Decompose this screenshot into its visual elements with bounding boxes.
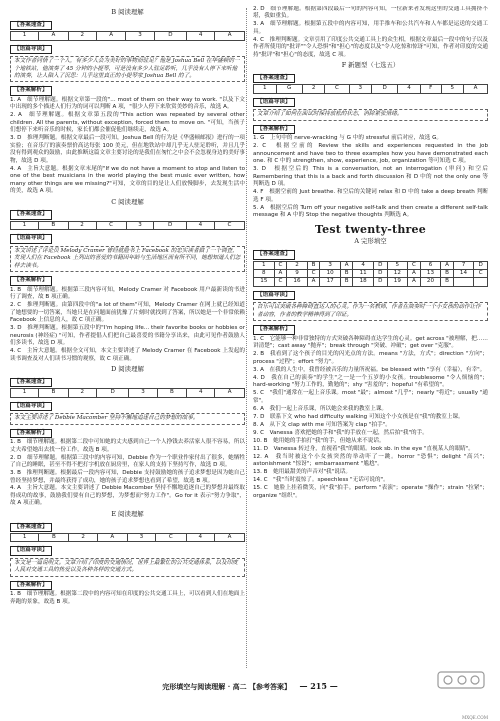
answer-cell: C <box>96 221 126 229</box>
section-e-detail-label: 【答案解析】 <box>10 581 52 590</box>
answer-cell: B <box>340 270 352 278</box>
answer-cell: 1 <box>254 261 275 269</box>
section-c-answer-table <box>10 221 245 230</box>
explanation-paragraph: 4. D 我在自己的演奏"的学生"之一是一个五岁的小女孩。troublesome "令人烦恼的"；hard-working "努力工作的，勤勉的"；shy "害羞的"；hopeful "有希望的"。 <box>253 374 488 389</box>
answer-cell: 1 <box>11 389 39 397</box>
column-divider <box>246 8 247 668</box>
answer-cell: A <box>340 261 352 269</box>
explanation-paragraph: 2. A 细节理解题。根据文章第五段的"This action was repeated by several other children. All the parents, without exception, forced them to move on. "可知，当孩子们想停下来听音乐的时候，家长们都会催促他们继续走，故选 A。 <box>10 112 245 134</box>
answer-cell: 1 <box>254 85 277 93</box>
answer-cell: 9 <box>287 270 308 278</box>
section-f-guide-label: 【语篇导读】 <box>253 98 295 107</box>
section-c-detail-label: 【答案解析】 <box>10 276 52 285</box>
answer-cell: A <box>408 270 420 278</box>
left-column <box>10 6 245 670</box>
explanation-paragraph: 1. B 细节理解题。根据第三段内容可知，Melody Cramer 对 Facebook 用户最新读的书进行了调查，故 B 项正确。 <box>10 286 245 301</box>
answer-cell: B <box>340 278 352 286</box>
section-c-answer-label: 【答案速查】 <box>10 210 52 219</box>
answer-cell: 2 <box>287 261 308 269</box>
explanation-paragraph: 2. C 根据空前的 Review the skills and experiences requested in the job announcement and have two to three examples how you have demonstrated each one. 和 C 中的 strengthen, show, experience, job, organization 等可知选 C 项。 <box>253 143 488 165</box>
section-f-answer-label: 【答案速查】 <box>253 74 295 83</box>
answer-cell: 11 <box>353 270 374 278</box>
answer-cell: 13 <box>420 270 441 278</box>
explanation-paragraph: 9. C Vanessa 喜欢把她的手和"我"的手放在一起，然后拍"我"的手。 <box>253 429 428 436</box>
answer-cell: A <box>441 261 453 269</box>
explanation-paragraph: 3. A 在我的人生中，我曾经被音乐的力量所祝福。be blessed with "享有（幸福），有幸"。 <box>253 366 486 373</box>
explanation-paragraph: 3. B 推理判断题。根据最后一段内容可知，Debbie 支持鼓励她的孩子追求梦想是因为她自己曾经坚持梦想，并最终获得了成功，她的孩子追求梦想也看到了希望，故选 B 项。 <box>10 470 245 484</box>
section-d-title: D 阅读理解 <box>111 365 144 374</box>
section-e-title: E 阅读理解 <box>111 509 144 518</box>
test-title: Test twenty-three <box>315 222 426 236</box>
section-b-title: B 阅读理解 <box>111 8 144 16</box>
answer-cell: 5 <box>387 261 408 269</box>
section-a-answer-table <box>253 261 488 287</box>
answer-cell: 12 <box>387 270 408 278</box>
answer-cell: D <box>154 221 187 229</box>
answer-cell: D <box>96 389 129 397</box>
answer-cell: 2 <box>68 221 96 229</box>
section-a-title: A 完形填空 <box>354 237 387 246</box>
answer-cell: 14 <box>453 270 474 278</box>
section-f-title: F 新题型（七选五） <box>341 61 400 70</box>
answer-cell: 4 <box>187 32 215 40</box>
section-a-detail-label: 【答案解析】 <box>253 325 295 334</box>
answer-cell: 7 <box>453 261 474 269</box>
answer-cell: A <box>214 534 244 542</box>
answer-cell: 3 <box>129 389 157 397</box>
section-e-intro: 本文是一篇说明文。文章介绍了印度的交通情况，世界上最繁忙的公共交通体系，以及印度人民对交通工具的热爱以及各种各样的交通方式。 <box>10 558 245 577</box>
answer-cell: D <box>474 261 488 269</box>
answer-cell: D <box>373 261 387 269</box>
explanation-paragraph: 3. A 细节理解题。根据第五段中的内容可知，用手推车和公共汽车和人车都是运送的交通工具。 <box>253 21 488 35</box>
section-d-answer-table <box>10 388 245 397</box>
answer-cell: 1 <box>11 32 39 40</box>
section-a-guide-label: 【语篇导读】 <box>253 291 295 300</box>
explanation-paragraph: 1. B 细节理解题。根据第二段中的内容可知在印度的公共交通工具上，可以看到人们在地面上奔跑的景象，故选 B 项。 <box>10 591 245 605</box>
explanation-paragraph: 3. D 推理判断题。根据文章最后一段可知，Joshua Bell 的行为是《华盛顿邮报》进行的一项实验；在音乐厅的演奏票价高达每张 100 美元，但在地铁站中却几乎无人驻足聆听，并且几乎没有得到观众的鼓励，由此推断这篇文章主要讨论的是我们在匆忙之中会不会忽视身边的美好事物，故选 D 项。 <box>10 135 245 164</box>
answer-cell: B <box>441 278 453 286</box>
watermark-text: MXQE.COM <box>461 715 488 721</box>
explanation-paragraph: 4. C 主旨大意题。根据全文可知，本文主要讲述了 Melody Cramer 在 Facebook 上发起的读书调查及对人们读书习惯的观察，故 C 项正确。 <box>10 348 245 362</box>
answer-cell: B <box>441 270 453 278</box>
answer-cell <box>474 278 488 286</box>
explanation-paragraph: 5. A 根据空后的 Turn off your negative self-talk and then create a different self-talk message 和 A 中的 Stop the negative thoughts 判断选 A。 <box>253 204 488 219</box>
answer-cell: 10 <box>320 270 341 278</box>
explanation-paragraph: 2. B 我看到了这个孩子的目光的闪光点的方法。means "方法，方式"；direction "方向"；process "过程"；effort "努力"。 <box>253 351 488 365</box>
section-d-detail-label: 【答案解析】 <box>10 429 52 438</box>
explanation-paragraph: 15. C 她脸上挂着微笑，向"我"拍手。perform "表演"；operate "操作"；strain "拉紧"；organize "组织"。 <box>253 485 488 499</box>
explanation-paragraph: 2. D 细节理解题。根据第四段最后一句的内容可知，一位新来者发现这里的交通工具拥挤不堪，我如重负。 <box>253 6 488 20</box>
answer-cell: 17 <box>320 278 341 286</box>
section-d-guide-label: 【语篇导读】 <box>10 402 52 411</box>
answer-cell: 3 <box>126 32 154 40</box>
explanation-paragraph: 10. B 她用她的手拍打"我"的手，但她从来不说话。 <box>253 437 385 444</box>
section-a-intro: 音乐可以突破各种障碍直达人的心灵。作为一名教师，作者在演奏时一个小女孩的动作让作者动容，作者的教学精神得到了印证。 <box>253 302 488 321</box>
answer-cell: 3 <box>349 85 372 93</box>
explanation-paragraph: 2. C 推理判断题。由第四段中的"a lot of them"可知，Melody Cramer 在网上就已经知道了她想要的一切答案，当她只是在问题面前犹豫了片刻时就找到了答案，所以她是一个非常依赖 Facebook 上信息的人，故 C 项正确。 <box>10 302 245 324</box>
answer-cell: C <box>325 85 349 93</box>
answer-cell: 2 <box>302 85 325 93</box>
explanation-paragraph: 8. A 从下文 clap with me 可知答案为 clap "拍手"。 <box>253 421 391 428</box>
section-b-answer-label: 【答案速查】 <box>10 21 52 30</box>
explanation-paragraph: 2. D 细节理解题。根据第三段中的内容可知，Debbie 作为一个职业作家付出了很多，她牺牲了自己的睡眠，甚至不得不把打字机放在厨房里，在家人的支持下坚持写作，故选 D 项。 <box>10 454 245 469</box>
explanation-paragraph: 14. C "我"当时震惊了。speechless "无话可说的"。 <box>253 477 389 484</box>
explanation-paragraph: 4. A 主旨大意题。根据文章末尾的"If we do not have a moment to stop and listen to one of the best musicians in the world playing the best music ever written, how many other things are we missing?"可知，文章的目的是让人们放慢脚步，去发现生活中的美，故选 A 项。 <box>10 165 245 195</box>
answer-cell: C <box>274 278 286 286</box>
answer-cell: C <box>214 221 244 229</box>
answer-cell: 2 <box>68 389 96 397</box>
section-a-answer-label: 【答案速查】 <box>253 250 295 259</box>
page-number: — 215 — <box>299 681 338 692</box>
footer-text: 完形填空与阅读理解 · 高二 【参考答案】 <box>162 682 292 692</box>
answer-cell: 5 <box>441 85 464 93</box>
answer-cell: A <box>215 32 245 40</box>
answer-cell: 1 <box>11 534 39 542</box>
answer-cell: 4 <box>186 534 214 542</box>
answer-cell: A <box>215 389 245 397</box>
answer-cell: A <box>307 278 319 286</box>
section-b-detail-label: 【答案解析】 <box>10 86 52 95</box>
explanation-paragraph: 4. A 主旨大意题。本文主要讲述了 Debbie Macomber 坚持不懈地追逐自己的梦想并最终取得成功的故事，鼓励我们要有自己的梦想，为梦想而"努力工作"。Go for it 表示"努力争取"，故 A 项正确。 <box>10 485 245 507</box>
answer-cell: A <box>408 278 420 286</box>
section-b-intro: 本文作者同情了一个人，有多少人会为美好的事物而驻足？他是 Joshua Bell 在华盛顿的一个地铁站，他演奏了 45 分钟的小提琴，可是没有多少人驻足聆听，几乎没有人停下来听他的演奏，让人陷入了沉思：几乎这里真正的小提琴家 Joshua Bell 的了。 <box>10 56 245 82</box>
section-f-detail-label: 【答案解析】 <box>253 125 295 134</box>
answer-cell: A <box>39 32 69 40</box>
answer-cell: 4 <box>186 221 214 229</box>
answer-cell: B <box>39 534 69 542</box>
answer-cell: A <box>96 32 126 40</box>
answer-cell: A <box>464 85 488 93</box>
section-e-answer-label: 【答案速查】 <box>10 523 52 532</box>
answer-cell: D <box>373 270 387 278</box>
section-e-answer-table <box>10 533 245 542</box>
section-f-answer-table <box>253 84 488 93</box>
answer-cell: 15 <box>254 278 275 286</box>
right-column <box>253 6 488 670</box>
answer-cell: 4 <box>187 389 215 397</box>
watermark-logo <box>418 670 488 721</box>
section-c-intro: 本文讲述了评论员 Melody Cramer 曾经就脸书上 Facebook 的忠实读者做了一个调查，发现人们在 Facebook 上列出的喜爱的书籍因年龄与生活地区而有所不同，她想知道人们怎样去读书。 <box>10 246 245 272</box>
answer-cell: 20 <box>420 278 441 286</box>
answer-cell: C <box>274 261 286 269</box>
answer-cell: B <box>157 389 187 397</box>
explanation-paragraph: 11. D Vanessa 转过身，直视着"我"的眼睛。look sb. in the eye "直视某人的眼睛"。 <box>253 445 474 452</box>
answer-cell: B <box>39 389 69 397</box>
explanation-paragraph: 12. A 我当时被这个小女孩突然的举动吓了一跳。horror "恐惧"；delight "高兴"；astonishment "惊讶"；embarrassment "尴尬"。 <box>253 453 488 468</box>
answer-cell: 2 <box>68 32 96 40</box>
answer-cell: B <box>38 221 68 229</box>
answer-cell: 2 <box>69 534 97 542</box>
section-c-title: C 阅读理解 <box>111 197 144 206</box>
answer-cell: 3 <box>127 534 155 542</box>
section-b-answer-table <box>10 31 245 40</box>
section-d-intro: 本文主要讲述了 Debbie Macomber 坚持不懈地追逐自己的梦想的故事。 <box>10 413 245 424</box>
explanation-paragraph: 6. A 我们一起上音乐课，所以她会来我的教室上课。 <box>253 405 388 412</box>
answer-cell: 16 <box>287 278 308 286</box>
explanation-paragraph: 3. D 根据空后的 This is a conversation, not an interrogation (审问) 和空后 Remembering that this is a back and forth discussion 和 D 中的 not the only one 等判断选 D 项。 <box>253 166 488 188</box>
explanation-paragraph: 4. C 推理判断题。文章引用了印度公共交通工具上的众生相，根据文章最后一段中的句子以及作者所使用的"批评""令人恐惧"和"担心"的态度以及"令人吃惊和惊讶"可知，作者对印度的交通持"批评"和"担心"的态度，故选 C 项。 <box>253 36 488 58</box>
answer-cell: A <box>97 534 127 542</box>
explanation-paragraph: 4. F 根据空前的 Just breathe. 和空后的关键词 relax 和 D 中的 take a deep breath 判断选 F 项。 <box>253 189 488 203</box>
answer-cell: C <box>408 261 420 269</box>
answer-cell: G <box>276 85 302 93</box>
explanation-paragraph: 7. D 联系下文 who had difficulty walking 可知这个小女孩是在"我"的教室上课。 <box>253 413 464 420</box>
answer-cell: B <box>307 261 319 269</box>
answer-cell: 4 <box>398 85 421 93</box>
answer-cell: F <box>420 85 441 93</box>
answer-cell: 3 <box>320 261 341 269</box>
answer-cell: 6 <box>420 261 441 269</box>
section-d-answer-label: 【答案速查】 <box>10 378 52 387</box>
answer-cell: C <box>474 270 488 278</box>
explanation-paragraph: 1. B 细节理解题。根据第二段中可知她的丈夫感到自己一个人挣钱去养活家人很不容易，所以丈夫希望她出去找一份工作，故选 B 项。 <box>10 439 245 453</box>
answer-cell: 8 <box>254 270 275 278</box>
section-e-guide-label: 【语篇导读】 <box>10 546 52 555</box>
answer-cell: D <box>372 85 398 93</box>
answer-cell: C <box>307 270 319 278</box>
answer-cell: 3 <box>126 221 154 229</box>
answer-cell: 1 <box>11 221 39 229</box>
explanation-paragraph: 5. C "我们"通常在一起上音乐课。most "最"；almost "几乎"；nearly "将近"；usually "通常"。 <box>253 390 488 404</box>
answer-cell: A <box>274 270 286 278</box>
watermark-logo-icon <box>418 670 488 692</box>
answer-cell: D <box>373 278 387 286</box>
explanation-paragraph: 3. D 推理判断题。根据第五段中的"I'm hoping life... their favorite books or hobbies or neurosis (神经症) "可知，作者提倡人们把自己最喜爱的书籍分享出来，由此可见作者鼓励人们多读书，故选 D 项。 <box>10 325 245 347</box>
section-b-guide-label: 【语篇导读】 <box>10 45 52 54</box>
answer-cell: 19 <box>387 278 408 286</box>
answer-cell: C <box>156 534 186 542</box>
answer-cell: 4 <box>353 261 374 269</box>
explanation-paragraph: 1. A 细节理解题。根据文章第一段的"... most of them on their way to work. "以及下文中出现的多个描述人们行为的词可以判断 A 项，"很少人停下来欣赏美妙的音乐，故选 A。 <box>10 96 245 111</box>
section-f-intro: 文章介绍了如何在面试时保持放松的状态，消除紧张情绪。 <box>253 109 488 120</box>
explanation-paragraph: 1. C 它能够一种非常独特的方式突破各种障碍直达学生的心灵。get across "被理解，把……讲清楚"；cast away "抛弃"；break through "突破、冲破"；get over "克服"。 <box>253 335 488 350</box>
answer-cell <box>453 278 474 286</box>
explanation-paragraph: 1. G 上句中的 nerve-wracking 与 G 中的 stressful 前后对应，故选 G。 <box>253 135 443 142</box>
answer-cell: D <box>154 32 187 40</box>
section-c-guide-label: 【语篇导读】 <box>10 234 52 243</box>
explanation-paragraph: 13. B 她用最甜美的声音对"我"说话。 <box>253 469 351 476</box>
answer-cell: 18 <box>353 278 374 286</box>
